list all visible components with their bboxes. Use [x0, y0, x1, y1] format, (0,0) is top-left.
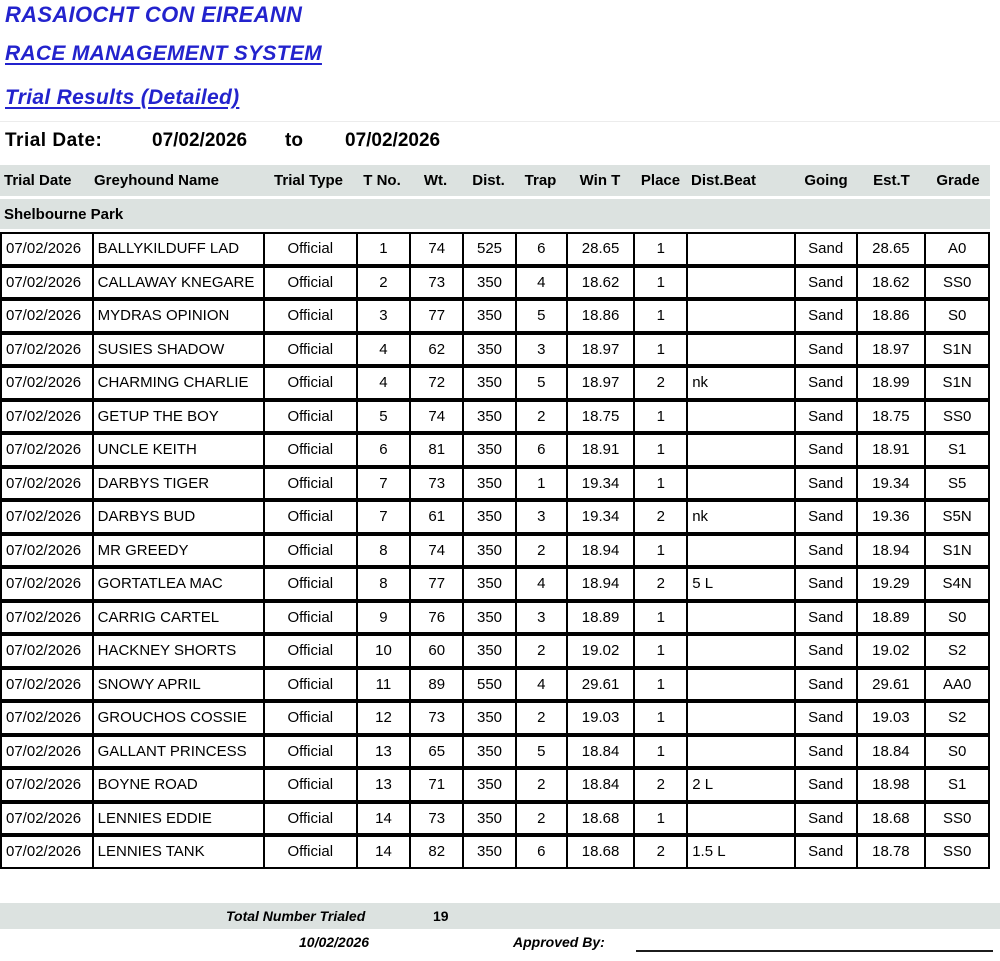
cell-grade: S1 [924, 770, 988, 800]
cell-dist: 350 [462, 435, 515, 465]
cell-estt: 18.62 [856, 268, 925, 298]
cell-going: Sand [794, 234, 856, 264]
cell-name: SNOWY APRIL [92, 670, 263, 700]
cell-date: 07/02/2026 [6, 776, 82, 794]
cell-date: 07/02/2026 [6, 608, 82, 626]
cell-estt: 18.94 [856, 536, 925, 566]
cell-tno: 8 [356, 536, 410, 566]
cell-wt: 74 [409, 402, 462, 432]
cell-place: 1 [633, 268, 686, 298]
cell-distbeat: 1.5 L [686, 837, 794, 867]
track-name: Shelbourne Park [4, 205, 124, 223]
cell-date: 07/02/2026 [6, 307, 82, 325]
cell-wint: 18.86 [566, 301, 634, 331]
cell-wt: 77 [409, 569, 462, 599]
trial-date-to: 07/02/2026 [345, 130, 441, 151]
cell-type: Official [263, 670, 356, 700]
table-row [0, 534, 990, 568]
cell-wint: 18.89 [566, 603, 634, 633]
cell-distbeat [686, 670, 794, 700]
cell-dist: 350 [462, 703, 515, 733]
cell-place: 1 [633, 335, 686, 365]
table-row [0, 366, 990, 400]
table-row [0, 567, 990, 601]
cell-name: CARRIG CARTEL [92, 603, 263, 633]
cell-wint: 18.75 [566, 402, 634, 432]
cell-wint: 19.34 [566, 502, 634, 532]
cell-type: Official [263, 469, 356, 499]
cell-grade: SS0 [924, 268, 988, 298]
track-section-header [0, 199, 990, 229]
cell-wt: 81 [409, 435, 462, 465]
cell-place: 2 [633, 569, 686, 599]
column-header-date: Trial Date [4, 172, 72, 189]
cell-wint: 29.61 [566, 670, 634, 700]
trial-date-from: 07/02/2026 [152, 130, 248, 151]
cell-estt: 18.89 [856, 603, 925, 633]
cell-estt: 18.98 [856, 770, 925, 800]
cell-wt: 73 [409, 268, 462, 298]
cell-place: 2 [633, 502, 686, 532]
cell-going: Sand [794, 469, 856, 499]
cell-dist: 350 [462, 368, 515, 398]
column-header-grade: Grade [936, 172, 980, 189]
cell-grade: S0 [924, 737, 988, 767]
cell-grade: S1N [924, 335, 988, 365]
cell-estt: 19.34 [856, 469, 925, 499]
cell-estt: 29.61 [856, 670, 925, 700]
column-header-going: Going [804, 172, 848, 189]
trial-date-label: Trial Date: [5, 130, 103, 151]
cell-going: Sand [794, 335, 856, 365]
cell-wt: 73 [409, 703, 462, 733]
cell-tno: 3 [356, 301, 410, 331]
column-header-wt: Wt. [423, 172, 448, 189]
table-header-row [0, 165, 990, 196]
cell-type: Official [263, 536, 356, 566]
cell-type: Official [263, 402, 356, 432]
cell-grade: S0 [924, 301, 988, 331]
cell-grade: AA0 [924, 670, 988, 700]
cell-going: Sand [794, 737, 856, 767]
cell-trap: 5 [515, 737, 566, 767]
cell-going: Sand [794, 770, 856, 800]
column-header-tno: T No. [363, 172, 401, 189]
cell-going: Sand [794, 402, 856, 432]
column-header-wint: Win T [579, 172, 621, 189]
cell-date: 07/02/2026 [6, 374, 82, 392]
cell-estt: 19.03 [856, 703, 925, 733]
cell-type: Official [263, 502, 356, 532]
column-header-dist: Dist. [472, 172, 505, 189]
cell-tno: 12 [356, 703, 410, 733]
cell-trap: 4 [515, 670, 566, 700]
cell-distbeat [686, 804, 794, 834]
cell-tno: 8 [356, 569, 410, 599]
cell-distbeat [686, 435, 794, 465]
cell-name: HACKNEY SHORTS [92, 636, 263, 666]
cell-tno: 7 [356, 502, 410, 532]
cell-going: Sand [794, 435, 856, 465]
cell-place: 1 [633, 603, 686, 633]
cell-place: 1 [633, 703, 686, 733]
cell-date: 07/02/2026 [6, 273, 82, 291]
cell-dist: 350 [462, 569, 515, 599]
cell-wint: 19.34 [566, 469, 634, 499]
cell-name: CHARMING CHARLIE [92, 368, 263, 398]
cell-date: 07/02/2026 [6, 240, 82, 258]
results-table [0, 232, 990, 869]
cell-trap: 6 [515, 234, 566, 264]
cell-type: Official [263, 569, 356, 599]
cell-wt: 74 [409, 536, 462, 566]
cell-going: Sand [794, 301, 856, 331]
cell-estt: 18.68 [856, 804, 925, 834]
cell-type: Official [263, 804, 356, 834]
cell-going: Sand [794, 703, 856, 733]
cell-wint: 19.03 [566, 703, 634, 733]
cell-going: Sand [794, 804, 856, 834]
signature-line [636, 950, 993, 952]
cell-wint: 18.91 [566, 435, 634, 465]
cell-grade: A0 [924, 234, 988, 264]
cell-grade: S5 [924, 469, 988, 499]
cell-name: GROUCHOS COSSIE [92, 703, 263, 733]
cell-distbeat: 2 L [686, 770, 794, 800]
table-row [0, 668, 990, 702]
cell-date: 07/02/2026 [6, 809, 82, 827]
cell-estt: 19.29 [856, 569, 925, 599]
cell-wint: 19.02 [566, 636, 634, 666]
cell-trap: 3 [515, 502, 566, 532]
cell-date: 07/02/2026 [6, 508, 82, 526]
trial-date-to-label: to [285, 130, 303, 151]
column-header-name: Greyhound Name [94, 172, 220, 189]
cell-type: Official [263, 603, 356, 633]
cell-dist: 350 [462, 770, 515, 800]
cell-name: MYDRAS OPINION [92, 301, 263, 331]
cell-going: Sand [794, 536, 856, 566]
cell-date: 07/02/2026 [6, 340, 82, 358]
cell-wint: 18.84 [566, 737, 634, 767]
cell-dist: 550 [462, 670, 515, 700]
cell-place: 1 [633, 804, 686, 834]
table-row [0, 768, 990, 802]
cell-name: CALLAWAY KNEGARE [92, 268, 263, 298]
cell-place: 2 [633, 368, 686, 398]
cell-type: Official [263, 435, 356, 465]
cell-wt: 72 [409, 368, 462, 398]
cell-tno: 6 [356, 435, 410, 465]
table-row [0, 333, 990, 367]
table-row [0, 433, 990, 467]
cell-dist: 350 [462, 402, 515, 432]
cell-trap: 3 [515, 603, 566, 633]
cell-distbeat [686, 335, 794, 365]
cell-trap: 2 [515, 804, 566, 834]
cell-distbeat [686, 737, 794, 767]
approved-by-label: Approved By: [513, 934, 605, 950]
cell-dist: 350 [462, 301, 515, 331]
cell-place: 1 [633, 469, 686, 499]
cell-date: 07/02/2026 [6, 541, 82, 559]
cell-wt: 82 [409, 837, 462, 867]
table-row [0, 701, 990, 735]
cell-estt: 18.91 [856, 435, 925, 465]
cell-distbeat [686, 268, 794, 298]
cell-tno: 5 [356, 402, 410, 432]
cell-dist: 350 [462, 804, 515, 834]
cell-type: Official [263, 268, 356, 298]
cell-date: 07/02/2026 [6, 742, 82, 760]
cell-distbeat [686, 234, 794, 264]
cell-trap: 6 [515, 837, 566, 867]
cell-tno: 1 [356, 234, 410, 264]
cell-place: 1 [633, 234, 686, 264]
cell-date: 07/02/2026 [6, 843, 82, 861]
cell-name: DARBYS TIGER [92, 469, 263, 499]
cell-place: 2 [633, 837, 686, 867]
cell-estt: 19.02 [856, 636, 925, 666]
cell-wt: 61 [409, 502, 462, 532]
cell-name: GALLANT PRINCESS [92, 737, 263, 767]
cell-type: Official [263, 301, 356, 331]
cell-dist: 350 [462, 603, 515, 633]
cell-name: DARBYS BUD [92, 502, 263, 532]
cell-date: 07/02/2026 [6, 675, 82, 693]
cell-wt: 77 [409, 301, 462, 331]
cell-place: 1 [633, 435, 686, 465]
cell-name: UNCLE KEITH [92, 435, 263, 465]
cell-date: 07/02/2026 [6, 441, 82, 459]
cell-wint: 18.94 [566, 536, 634, 566]
cell-going: Sand [794, 368, 856, 398]
cell-wt: 65 [409, 737, 462, 767]
cell-going: Sand [794, 569, 856, 599]
cell-tno: 11 [356, 670, 410, 700]
cell-type: Official [263, 335, 356, 365]
cell-going: Sand [794, 837, 856, 867]
cell-date: 07/02/2026 [6, 407, 82, 425]
cell-wint: 18.97 [566, 368, 634, 398]
cell-estt: 18.97 [856, 335, 925, 365]
cell-going: Sand [794, 502, 856, 532]
cell-dist: 350 [462, 536, 515, 566]
cell-wint: 28.65 [566, 234, 634, 264]
cell-place: 1 [633, 737, 686, 767]
cell-name: LENNIES EDDIE [92, 804, 263, 834]
cell-place: 2 [633, 770, 686, 800]
cell-dist: 350 [462, 268, 515, 298]
trial-date-filter [0, 130, 1000, 154]
cell-tno: 10 [356, 636, 410, 666]
cell-name: GORTATLEA MAC [92, 569, 263, 599]
cell-grade: S2 [924, 703, 988, 733]
cell-dist: 350 [462, 837, 515, 867]
table-row [0, 601, 990, 635]
cell-wt: 73 [409, 469, 462, 499]
cell-estt: 19.36 [856, 502, 925, 532]
cell-trap: 2 [515, 703, 566, 733]
cell-type: Official [263, 368, 356, 398]
cell-grade: S4N [924, 569, 988, 599]
cell-going: Sand [794, 670, 856, 700]
horizontal-rule [0, 121, 1000, 122]
cell-trap: 3 [515, 335, 566, 365]
cell-name: GETUP THE BOY [92, 402, 263, 432]
cell-distbeat: nk [686, 502, 794, 532]
cell-going: Sand [794, 603, 856, 633]
cell-type: Official [263, 703, 356, 733]
cell-wint: 18.68 [566, 804, 634, 834]
cell-dist: 525 [462, 234, 515, 264]
cell-wt: 89 [409, 670, 462, 700]
cell-distbeat [686, 703, 794, 733]
total-trialed-label: Total Number Trialed [226, 908, 366, 924]
cell-date: 07/02/2026 [6, 575, 82, 593]
cell-dist: 350 [462, 502, 515, 532]
table-row [0, 500, 990, 534]
cell-tno: 2 [356, 268, 410, 298]
cell-distbeat [686, 636, 794, 666]
cell-wt: 74 [409, 234, 462, 264]
cell-place: 1 [633, 536, 686, 566]
cell-date: 07/02/2026 [6, 642, 82, 660]
cell-wint: 18.97 [566, 335, 634, 365]
cell-tno: 13 [356, 737, 410, 767]
cell-estt: 18.84 [856, 737, 925, 767]
cell-wt: 71 [409, 770, 462, 800]
cell-name: BOYNE ROAD [92, 770, 263, 800]
cell-distbeat [686, 536, 794, 566]
cell-wint: 18.94 [566, 569, 634, 599]
cell-distbeat [686, 301, 794, 331]
table-row [0, 299, 990, 333]
cell-going: Sand [794, 636, 856, 666]
cell-type: Official [263, 234, 356, 264]
cell-type: Official [263, 737, 356, 767]
table-row [0, 634, 990, 668]
cell-dist: 350 [462, 636, 515, 666]
cell-distbeat: nk [686, 368, 794, 398]
cell-grade: SS0 [924, 837, 988, 867]
cell-wt: 60 [409, 636, 462, 666]
table-row [0, 266, 990, 300]
cell-tno: 4 [356, 335, 410, 365]
cell-wt: 76 [409, 603, 462, 633]
cell-wt: 73 [409, 804, 462, 834]
cell-grade: S1N [924, 536, 988, 566]
cell-estt: 18.86 [856, 301, 925, 331]
cell-grade: S2 [924, 636, 988, 666]
cell-dist: 350 [462, 335, 515, 365]
cell-type: Official [263, 837, 356, 867]
cell-grade: S0 [924, 603, 988, 633]
cell-name: LENNIES TANK [92, 837, 263, 867]
cell-tno: 14 [356, 804, 410, 834]
cell-wt: 62 [409, 335, 462, 365]
cell-distbeat [686, 402, 794, 432]
cell-trap: 5 [515, 301, 566, 331]
table-row [0, 467, 990, 501]
cell-trap: 2 [515, 536, 566, 566]
cell-trap: 2 [515, 636, 566, 666]
column-header-estt: Est.T [873, 172, 910, 189]
cell-grade: S1N [924, 368, 988, 398]
cell-estt: 18.75 [856, 402, 925, 432]
cell-tno: 13 [356, 770, 410, 800]
cell-grade: S5N [924, 502, 988, 532]
cell-tno: 14 [356, 837, 410, 867]
cell-estt: 18.78 [856, 837, 925, 867]
cell-trap: 4 [515, 268, 566, 298]
table-row [0, 232, 990, 266]
cell-type: Official [263, 636, 356, 666]
totals-band [0, 903, 1000, 929]
cell-trap: 2 [515, 770, 566, 800]
cell-place: 1 [633, 636, 686, 666]
report-date: 10/02/2026 [299, 934, 370, 950]
table-row [0, 802, 990, 836]
cell-grade: SS0 [924, 402, 988, 432]
cell-wint: 18.84 [566, 770, 634, 800]
column-header-type: Trial Type [274, 172, 343, 189]
org-title: RASAIOCHT CON EIREANN [5, 2, 303, 27]
cell-place: 1 [633, 670, 686, 700]
cell-name: SUSIES SHADOW [92, 335, 263, 365]
cell-wint: 18.68 [566, 837, 634, 867]
cell-grade: SS0 [924, 804, 988, 834]
cell-name: BALLYKILDUFF LAD [92, 234, 263, 264]
cell-distbeat [686, 469, 794, 499]
cell-date: 07/02/2026 [6, 709, 82, 727]
column-header-distbeat: Dist.Beat [691, 172, 757, 189]
cell-distbeat [686, 603, 794, 633]
table-row [0, 735, 990, 769]
cell-estt: 28.65 [856, 234, 925, 264]
cell-date: 07/02/2026 [6, 474, 82, 492]
cell-type: Official [263, 770, 356, 800]
cell-wint: 18.62 [566, 268, 634, 298]
cell-grade: S1 [924, 435, 988, 465]
cell-dist: 350 [462, 469, 515, 499]
cell-trap: 6 [515, 435, 566, 465]
cell-going: Sand [794, 268, 856, 298]
cell-tno: 9 [356, 603, 410, 633]
column-header-trap: Trap [524, 172, 557, 189]
table-row [0, 400, 990, 434]
cell-trap: 4 [515, 569, 566, 599]
cell-estt: 18.99 [856, 368, 925, 398]
cell-name: MR GREEDY [92, 536, 263, 566]
cell-dist: 350 [462, 737, 515, 767]
cell-distbeat: 5 L [686, 569, 794, 599]
total-trialed-value: 19 [433, 908, 449, 924]
cell-tno: 4 [356, 368, 410, 398]
table-row [0, 835, 990, 869]
cell-place: 1 [633, 301, 686, 331]
cell-place: 1 [633, 402, 686, 432]
cell-trap: 2 [515, 402, 566, 432]
system-title: RACE MANAGEMENT SYSTEM [5, 42, 322, 65]
cell-tno: 7 [356, 469, 410, 499]
column-header-place: Place [640, 172, 681, 189]
cell-trap: 5 [515, 368, 566, 398]
cell-trap: 1 [515, 469, 566, 499]
page-title: Trial Results (Detailed) [5, 86, 240, 109]
